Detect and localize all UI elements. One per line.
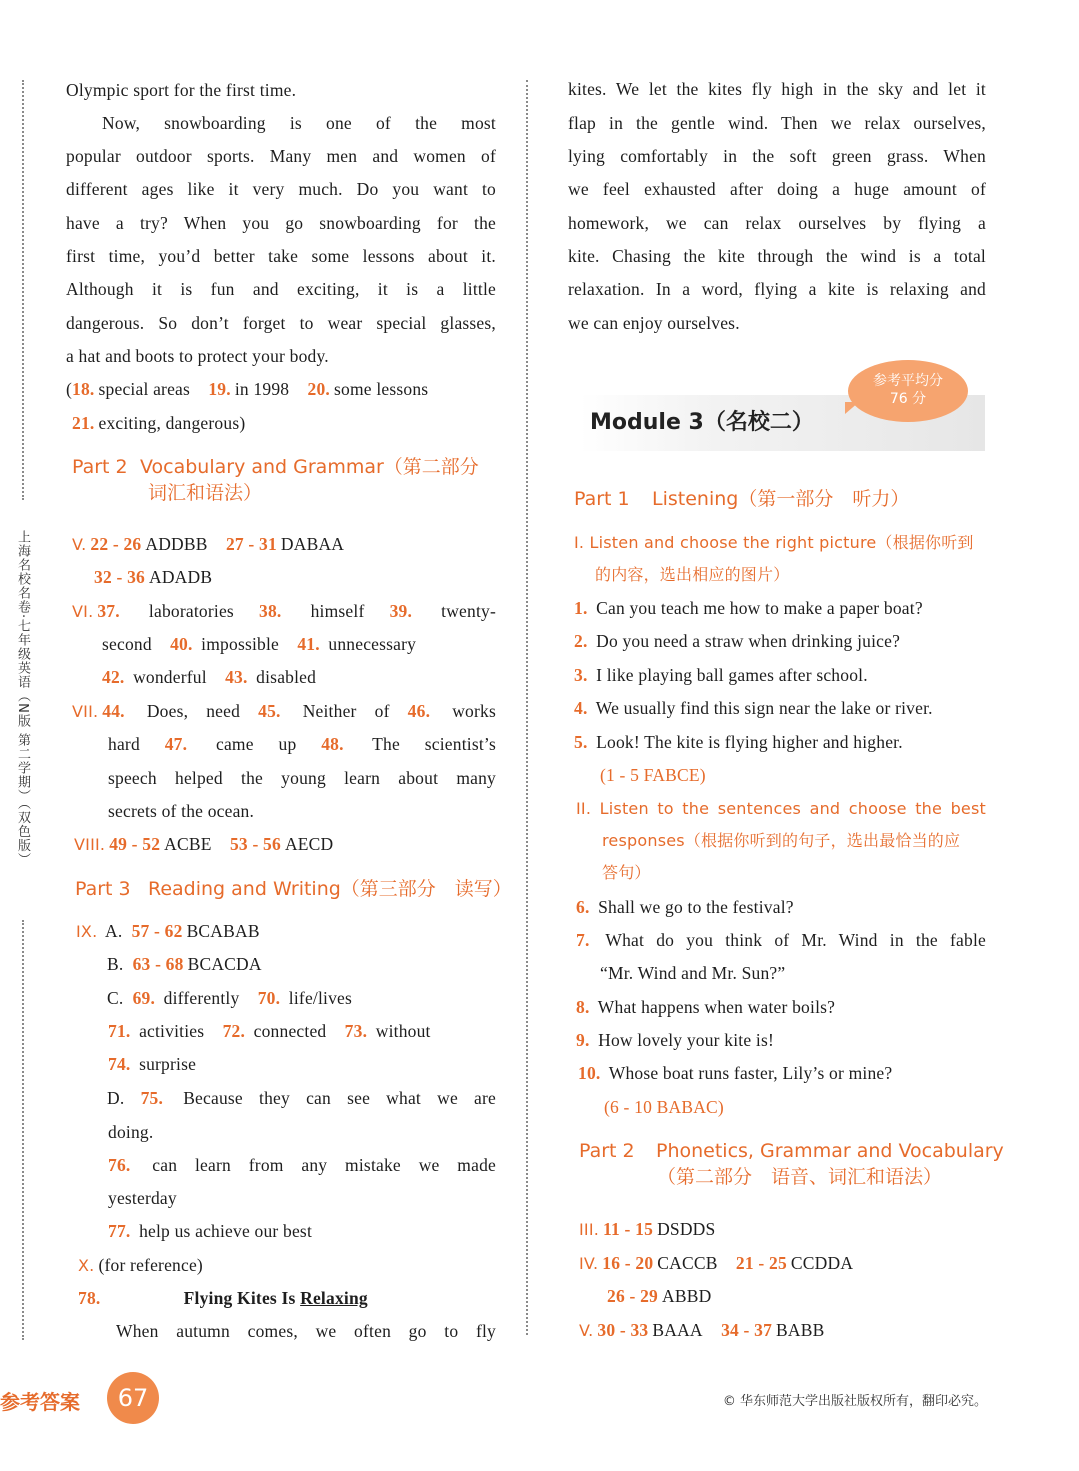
left-margin-dots-bottom bbox=[22, 920, 24, 1340]
left-p2-line: Although it is fun and exciting, it is a little bbox=[66, 279, 496, 299]
footer-label: 参考答案 bbox=[0, 1390, 80, 1414]
section-ix-b: B. 63 - 68 BCACDA bbox=[107, 954, 262, 974]
essay-line: homework, we can relax ourselves by flying a bbox=[568, 213, 986, 233]
section-v-cont: 32 - 36 ADADB bbox=[94, 567, 213, 587]
answers-18-20: (18. special areas 19. in 1998 20. some lessons bbox=[66, 379, 429, 399]
section-ix-d2: doing. bbox=[108, 1122, 154, 1142]
q5: 5. Look! The kite is flying higher and higher. bbox=[574, 732, 903, 752]
q9: 9. How lovely your kite is! bbox=[576, 1030, 774, 1050]
column-divider bbox=[526, 80, 528, 1335]
copyright-notice: © 华东师范大学出版社版权所有，翻印必究。 bbox=[722, 1394, 987, 1409]
answers-6-10: (6 - 10 BABAC) bbox=[604, 1097, 724, 1117]
left-p2-line: dangerous. So don’t forget to wear special glasses, bbox=[66, 313, 496, 333]
essay-title-line: 78. Flying Kites Is Relaxing bbox=[78, 1288, 368, 1308]
essay-line: kites. We let the kites fly high in the sky and let it bbox=[568, 79, 986, 99]
section-v: V. 22 - 26 ADDBB 27 - 31 DABAA bbox=[72, 534, 345, 554]
q8: 8. What happens when water boils? bbox=[576, 997, 836, 1017]
section-i-cont: 的内容，选出相应的图片） bbox=[595, 565, 790, 584]
section-ix-c: C. 69. differently 70. life/lives bbox=[107, 988, 353, 1008]
part2-heading: Part 2 Vocabulary and Grammar（第二部分 词汇和语法） bbox=[72, 456, 479, 504]
listening-heading: Part 1 Listening（第一部分 听力） bbox=[574, 488, 910, 510]
section-ix-d3: 76. can learn from any mistake we made bbox=[108, 1155, 497, 1175]
phonetics-heading: Part 2 Phonetics, Grammar and Vocabulary （第二部分 语音、词汇和语法） bbox=[579, 1140, 1004, 1188]
section-ix-d4: yesterday bbox=[108, 1188, 177, 1208]
section-ix-d: D. 75. Because they can see what we are bbox=[107, 1088, 497, 1108]
left-p2-line: have a try? When you go snowboarding for the bbox=[66, 213, 496, 233]
section-ii-cont: responses（根据你听到的句子，选出最恰当的应 bbox=[602, 831, 961, 850]
section-vii: VII. 44. Does, need 45. Neither of 46. works bbox=[72, 701, 496, 721]
side-book-title: 上海名校名卷·七年级英语（N版 第二学期）（双色版） bbox=[15, 530, 30, 867]
section-vii-cont2: speech helped the young learn about many bbox=[108, 768, 496, 788]
part3-heading: Part 3 Reading and Writing（第三部分 读写） bbox=[75, 878, 512, 900]
section-vi-cont: second 40. impossible 41. unnecessary bbox=[102, 634, 417, 654]
essay-line: relaxation. In a word, flying a kite is relaxing and bbox=[568, 279, 986, 299]
essay-line: kite. Chasing the kite through the wind is a total bbox=[568, 246, 986, 266]
left-p2-line: popular outdoor sports. Many men and women of bbox=[66, 146, 496, 166]
left-p2-line: Now, snowboarding is one of the most bbox=[102, 113, 496, 133]
q7-cont: “Mr. Wind and Mr. Sun?” bbox=[600, 963, 786, 983]
section-ii: II. Listen to the sentences and choose the best bbox=[576, 799, 986, 818]
left-p2-line: first time, you’d better take some lessons about it. bbox=[66, 246, 496, 266]
answers-1-5: (1 - 5 FABCE) bbox=[600, 765, 706, 785]
essay-line: flap in the gentle wind. Then we relax ourselves, bbox=[568, 113, 986, 133]
section-viii: VIII. 49 - 52 ACBE 53 - 56 AECD bbox=[74, 834, 334, 854]
q1: 1. Can you teach me how to make a paper boat? bbox=[574, 598, 923, 618]
module-title: Module 3（名校二） bbox=[590, 410, 814, 435]
section-ix-d5: 77. help us achieve our best bbox=[108, 1221, 313, 1241]
average-score-badge: 参考平均分 76 分 bbox=[848, 360, 968, 422]
q6: 6. Shall we go to the festival? bbox=[576, 897, 794, 917]
left-p2-line: different ages like it very much. Do you want to bbox=[66, 179, 496, 199]
section-i: I. Listen and choose the right picture（根据你听到 bbox=[574, 533, 974, 552]
section-ii-cont2: 答句） bbox=[602, 863, 651, 882]
q10: 10. Whose boat runs faster, Lily’s or mine? bbox=[578, 1063, 893, 1083]
section-v-right: V. 30 - 33 BAAA 34 - 37 BABB bbox=[579, 1320, 825, 1340]
q4: 4. We usually find this sign near the lake or river. bbox=[574, 698, 933, 718]
section-iv-cont: 26 - 29 ABBD bbox=[607, 1286, 712, 1306]
essay-line: we can enjoy ourselves. bbox=[568, 313, 740, 333]
q2: 2. Do you need a straw when drinking juice? bbox=[574, 631, 901, 651]
essay-line: lying comfortably in the soft green grass. When bbox=[568, 146, 986, 166]
section-iv: IV. 16 - 20 CACCB 21 - 25 CCDDA bbox=[579, 1253, 854, 1273]
left-p2-line: a hat and boots to protect your body. bbox=[66, 346, 329, 366]
essay-title: Flying Kites Is Relaxing bbox=[183, 1288, 368, 1308]
section-vii-cont: hard 47. came up 48. The scientist’s bbox=[108, 734, 496, 754]
section-vi-cont2: 42. wonderful 43. disabled bbox=[102, 667, 317, 687]
q3: 3. I like playing ball games after school. bbox=[574, 665, 868, 685]
essay-first-line: When autumn comes, we often go to fly bbox=[116, 1321, 496, 1341]
essay-line: we feel exhausted after doing a huge amount of bbox=[568, 179, 986, 199]
left-p1: Olympic sport for the first time. bbox=[66, 80, 297, 100]
section-ix-c3: 74. surprise bbox=[108, 1054, 197, 1074]
section-ix-c2: 71. activities 72. connected 73. without bbox=[108, 1021, 431, 1041]
section-vi: VI. 37. laboratories 38. himself 39. twenty- bbox=[72, 601, 496, 621]
left-margin-dots-top bbox=[22, 80, 24, 500]
section-vii-cont3: secrets of the ocean. bbox=[108, 801, 255, 821]
page-number: 67 bbox=[107, 1372, 159, 1424]
answer-21: 21. exciting, dangerous) bbox=[72, 413, 246, 433]
section-ix-a: IX. A. 57 - 62 BCABAB bbox=[76, 921, 260, 941]
section-x: X. (for reference) bbox=[78, 1255, 203, 1275]
section-iii: III. 11 - 15 DSDDS bbox=[579, 1219, 716, 1239]
q7: 7. What do you think of Mr. Wind in the fable bbox=[576, 930, 986, 950]
